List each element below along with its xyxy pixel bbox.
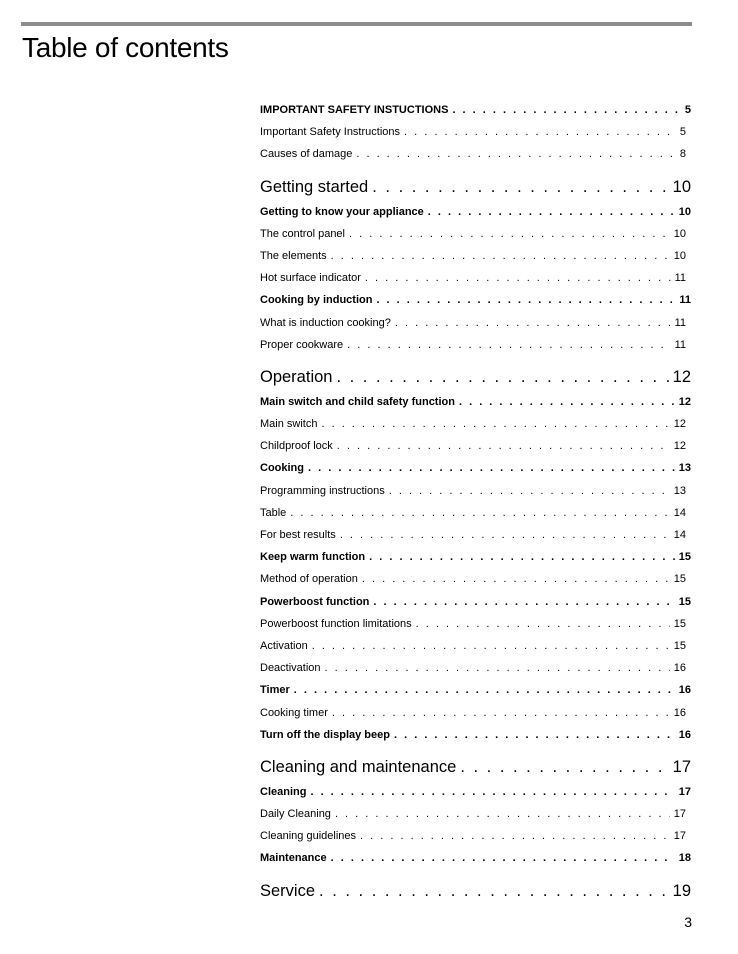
toc-leader-dots <box>325 657 670 679</box>
toc-leader-dots <box>428 201 675 223</box>
toc-entry-sub[interactable] <box>260 803 691 825</box>
toc-leader-dots <box>347 334 670 356</box>
toc-entry-sub[interactable] <box>260 524 691 546</box>
toc-entry-label: For best results <box>260 529 336 541</box>
toc-entry-page: 13 <box>673 484 686 497</box>
toc-entry-label: Causes of damage <box>260 148 353 161</box>
toc-entry-page: 16 <box>673 706 686 719</box>
toc-leader-dots <box>294 679 675 701</box>
toc-entry-label: Turn off the display beep <box>260 728 390 741</box>
toc-entry-sub[interactable] <box>260 568 691 590</box>
toc-entry-page: 11 <box>674 272 686 285</box>
toc-entry-section[interactable] <box>260 457 691 479</box>
toc-entry-label: Childproof lock <box>260 440 333 453</box>
toc-entry-chapter[interactable] <box>260 752 691 782</box>
header-rule <box>21 22 692 26</box>
toc-leader-dots <box>331 847 675 869</box>
toc-entry-label: Table <box>260 506 287 519</box>
toc-entry-label: Cleaning and maintenance <box>260 757 457 776</box>
toc-leader-dots <box>331 245 670 267</box>
toc-leader-dots <box>321 413 669 435</box>
toc-entry-section[interactable] <box>260 99 691 121</box>
toc-entry-label: Keep warm function <box>260 551 366 564</box>
toc-entry-page: 15 <box>678 551 691 564</box>
toc-entry-label: Timer <box>260 684 290 697</box>
toc-entry-sub[interactable] <box>260 245 691 267</box>
toc-leader-dots <box>395 312 671 334</box>
toc-entry-page: 10 <box>678 205 691 218</box>
toc-leader-dots <box>389 480 670 502</box>
toc-entry-chapter[interactable] <box>260 172 691 202</box>
toc-entry-label: Method of operation <box>260 573 358 586</box>
toc-leader-dots <box>290 502 669 524</box>
toc-entry-page: 17 <box>678 785 691 798</box>
page-number: 3 <box>684 914 692 930</box>
toc-entry-section[interactable] <box>260 847 691 869</box>
toc-entry-page: 12 <box>678 395 691 408</box>
toc-entry-label: Cooking timer <box>260 706 328 719</box>
toc-entry-page: 15 <box>678 595 691 608</box>
toc-entry-page: 11 <box>679 294 691 307</box>
toc-entry-page: 10 <box>673 249 686 262</box>
toc-leader-dots <box>365 267 671 289</box>
toc-entry-sub[interactable] <box>260 613 691 635</box>
toc-entry-section[interactable] <box>260 546 691 568</box>
toc-entry-page: 17 <box>673 808 686 821</box>
toc-leader-dots <box>336 362 668 392</box>
toc-entry-page: 5 <box>684 104 691 116</box>
toc-leader-dots <box>394 724 675 746</box>
toc-entry-sub[interactable] <box>260 480 691 502</box>
toc-entry-label: Cleaning <box>260 785 307 798</box>
toc-leader-dots <box>360 825 670 847</box>
toc-entry-section[interactable] <box>260 679 691 701</box>
toc-leader-dots <box>362 568 670 590</box>
toc-entry-label: Main switch and child safety function <box>260 395 455 408</box>
toc-entry-sub[interactable] <box>260 143 691 165</box>
page-title: Table of contents <box>22 32 229 63</box>
toc-entry-sub[interactable] <box>260 223 691 245</box>
toc-entry-section[interactable] <box>260 781 691 803</box>
toc-entry-sub[interactable] <box>260 702 691 724</box>
toc-entry-sub[interactable] <box>260 657 691 679</box>
toc-entry-page: 10 <box>673 227 686 240</box>
toc-entry-label: Cooking <box>260 462 304 475</box>
toc-entry-page: 17 <box>672 757 691 776</box>
toc-entry-sub[interactable] <box>260 413 691 435</box>
toc-entry-label: IMPORTANT SAFETY INSTUCTIONS <box>260 104 449 116</box>
toc-entry-sub[interactable] <box>260 502 691 524</box>
toc-entry-label: Important Safety Instructions <box>260 126 401 139</box>
toc-entry-label: Getting to know your appliance <box>260 205 424 218</box>
toc-entry-page: 8 <box>679 148 686 161</box>
toc-entry-page: 12 <box>673 440 686 453</box>
toc-entry-label: The control panel <box>260 227 345 240</box>
toc-entry-page: 12 <box>673 418 686 431</box>
toc-entry-page: 11 <box>674 316 686 329</box>
toc-leader-dots <box>349 223 670 245</box>
toc-leader-dots <box>452 99 680 121</box>
toc-entry-label: The elements <box>260 249 327 262</box>
toc-entry-page: 17 <box>673 830 686 843</box>
toc-entry-sub[interactable] <box>260 334 691 356</box>
toc-entry-sub[interactable] <box>260 635 691 657</box>
toc-leader-dots <box>369 546 675 568</box>
toc-leader-dots <box>312 635 670 657</box>
toc-leader-dots <box>416 613 670 635</box>
toc-entry-label: Cleaning guidelines <box>260 830 357 843</box>
toc-leader-dots <box>335 803 670 825</box>
toc-entry-label: Activation <box>260 639 308 652</box>
toc-leader-dots <box>372 172 668 202</box>
toc-leader-dots <box>373 591 674 613</box>
toc-leader-dots <box>404 121 676 143</box>
toc-entry-page: 18 <box>678 852 691 865</box>
toc-entry-label: Operation <box>260 367 333 386</box>
toc-entry-label: Cooking by induction <box>260 294 373 307</box>
toc-entry-page: 12 <box>672 367 691 386</box>
toc-entry-section[interactable] <box>260 391 691 413</box>
toc-leader-dots <box>459 391 675 413</box>
toc-entry-sub[interactable] <box>260 267 691 289</box>
toc-entry-page: 15 <box>673 617 686 630</box>
toc-entry-page: 14 <box>673 529 686 541</box>
toc-leader-dots <box>319 876 669 906</box>
toc-entry-sub[interactable] <box>260 435 691 457</box>
toc-leader-dots <box>340 524 670 546</box>
toc-entry-sub[interactable] <box>260 121 691 143</box>
toc-leader-dots <box>376 289 675 311</box>
toc-leader-dots <box>308 457 675 479</box>
toc-entry-section[interactable] <box>260 724 691 746</box>
toc-entry-chapter[interactable] <box>260 876 691 906</box>
toc-entry-page: 16 <box>678 728 691 741</box>
toc-leader-dots <box>356 143 676 165</box>
toc-entry-sub[interactable] <box>260 825 691 847</box>
toc-entry-label: Proper cookware <box>260 338 344 351</box>
toc-entry-sub[interactable] <box>260 312 691 334</box>
toc-entry-page: 10 <box>672 177 691 196</box>
toc-entry-label: Hot surface indicator <box>260 272 361 285</box>
toc-entry-label: Main switch <box>260 418 318 431</box>
toc-entry-section[interactable] <box>260 289 691 311</box>
toc-entry-page: 19 <box>672 881 691 900</box>
toc-entry-page: 14 <box>673 506 686 519</box>
toc-entry-label: Programming instructions <box>260 484 385 497</box>
toc-entry-label: Powerboost function limitations <box>260 617 412 630</box>
toc-entry-page: 5 <box>679 126 686 139</box>
toc-entry-chapter[interactable] <box>260 362 691 392</box>
toc-entry-section[interactable] <box>260 591 691 613</box>
toc-entry-label: Service <box>260 881 316 900</box>
toc-entry-page: 15 <box>673 639 686 652</box>
toc-leader-dots <box>310 781 674 803</box>
toc-entry-section[interactable] <box>260 201 691 223</box>
toc-entry-label: Daily Cleaning <box>260 808 331 821</box>
toc-entry-page: 15 <box>673 573 686 586</box>
toc-entry-label: What is induction cooking? <box>260 316 391 329</box>
toc-entry-label: Deactivation <box>260 662 321 675</box>
toc-leader-dots <box>460 752 668 782</box>
toc-entry-label: Maintenance <box>260 852 327 865</box>
toc-entry-page: 16 <box>673 662 686 675</box>
toc-entry-label: Powerboost function <box>260 595 370 608</box>
toc-entry-page: 13 <box>678 462 691 475</box>
toc-entry-label: Getting started <box>260 177 369 196</box>
toc-leader-dots <box>332 702 670 724</box>
toc-entry-page: 16 <box>678 684 691 697</box>
toc-leader-dots <box>337 435 670 457</box>
toc-list <box>260 99 691 905</box>
toc-entry-page: 11 <box>674 338 686 351</box>
